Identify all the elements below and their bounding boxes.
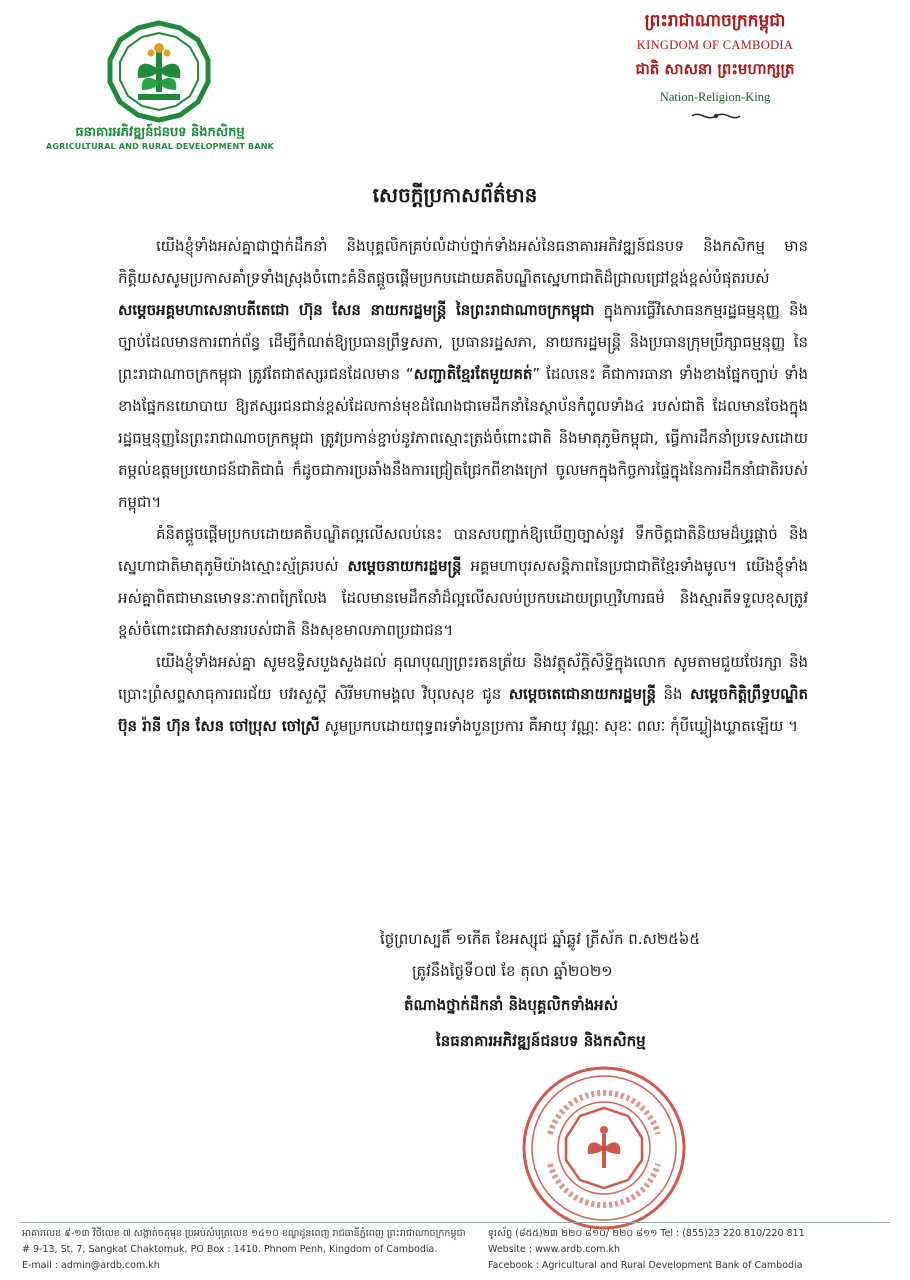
- kingdom-khmer: ព្រះរាជាណាចក្រកម្ពុជា: [644, 11, 786, 31]
- document-body: [118, 230, 808, 742]
- document-title: សេចក្ដីប្រកាសព័ត៌មាន: [372, 183, 538, 207]
- date-solar: ត្រូវនឹងថ្ងៃទី០៧ ខែ តុលា ឆ្នាំ២០២១: [412, 962, 613, 980]
- date-lunar: ថ្ងៃព្រហស្បតិ៍ ១កើត ខែអស្សុជ ឆ្នាំឆ្លូវ ត្រីស័ក ព.ស២៥៦៥: [380, 930, 701, 948]
- signer-line-1: តំណាងថ្នាក់ដឹកនាំ និងបុគ្គលិកទាំងអស់: [404, 996, 618, 1014]
- tacteng-ornament-icon: [690, 108, 742, 124]
- footer-right: [488, 1226, 898, 1274]
- bank-name-khmer: ធនាគារអភិវឌ្ឍន៍ជនបទ និងកសិកម្ម: [75, 125, 245, 140]
- text-span: និង: [656, 685, 690, 703]
- text-span: សូមប្រកបដោយពុទ្ធពរទាំងបួនប្រការ គឺអាយុ វណ្ណៈ សុខៈ ពលៈ កុំបីឃ្លៀងឃ្លាតឡើយ ។: [319, 717, 799, 735]
- facebook-text: Facebook : Agricultural and Rural Development Bank of Cambodia: [488, 1260, 803, 1271]
- bank-logo: [104, 20, 214, 124]
- motto-khmer: ជាតិ សាសនា ព្រះមហាក្សត្រ: [635, 60, 795, 78]
- address-english: # 9-13, St. 7, Sangkat Chaktomuk, PO Box : 1410. Phnom Penh, Kingdom of Cambodia.: [22, 1244, 438, 1255]
- bold-span: សម្ដេចតេជោនាយករដ្ឋមន្ត្រី: [508, 685, 657, 703]
- bank-name-english: AGRICULTURAL AND RURAL DEVELOPMENT BANK: [45, 142, 274, 151]
- text-span: ” ដែលនេះ គឺជាការធានា ទាំងខាងផ្នែកច្បាប់ ទាំងខាងផ្នែកនយោបាយ ឱ្យឥស្សរជនជាន់ខ្ពស់ដែលកាន់មុខដំណែងជាមេដឹកនាំនៃស្ថាប័នកំពូលទាំង៤ របស់ជាតិ ដែលមានចែងក្នុងរដ្ឋធម្មនុញ្ញនៃព្រះរាជាណាចក្រកម្ពុជា ត្រូវប្រកាន់ខ្ជាប់នូវភាពស្មោះត្រង់ចំពោះជាតិ និងមាតុភូមិកម្ពុជា, ធ្វើការដឹកនាំប្រទេសដោយតម្កល់ឧត្តមប្រយោជន៍ជាតិជាធំ ក៏ដូចជាការប្រឆាំងនឹងការជ្រៀតជ្រែកពីខាងក្រៅ ចូលមកក្នុងកិច្ចការផ្ទៃក្នុងនៃការដឹកនាំជាតិរបស់កម្ពុជា។: [118, 365, 808, 511]
- phone-text: ទូរស័ព្ទ (៨៥៥)២៣ ២២០ ៨១០/ ២២០ ៨១១ Tel : (855)23 220 810/220 811: [488, 1228, 805, 1239]
- bold-span: សម្ដេចនាយករដ្ឋមន្ត្រី: [347, 557, 462, 575]
- footer-divider: [20, 1222, 890, 1223]
- paragraph-2: [118, 518, 808, 646]
- bold-span: សម្ដេចអគ្គមហាសេនាបតីតេជោ ហ៊ុន សែន នាយករដ្ឋមន្ត្រី នៃព្រះរាជាណាចក្រកម្ពុជា: [118, 301, 595, 319]
- bold-span: សញ្ជាតិខ្មែរតែមួយគត់: [413, 365, 533, 383]
- footer-left: [22, 1226, 492, 1274]
- text-span: អគ្គមហាបុរសសន្តិភាពនៃប្រជាជាតិខ្មែរទាំងមូល។ យើងខ្ញុំទាំងអស់គ្នាពិតជាមានមោទនៈភាពក្រៃលែង ដែលមានមេដឹកនាំដ៏ល្អលើសលប់ប្រកបដោយព្រហ្មវិហារធម៌ និងស្មារតីទទួលខុសត្រូវខ្ពស់ចំពោះជោគវាសនារបស់ជាតិ និងសុខមាលភាពប្រជាជន។: [118, 557, 808, 639]
- text-span: ក្នុងការធ្វើវិសោធនកម្មរដ្ឋធម្មនុញ្ញ និងច្បាប់ដែលមានការពាក់ព័ន្ធ ដើម្បីកំណត់ឱ្យប្រធានព្រឹទ្ធសភា, ប្រធានរដ្ឋសភា, នាយករដ្ឋមន្ត្រី និងប្រធានក្រុមប្រឹក្សាធម្មនុញ្ញ នៃព្រះរាជាណាចក្រកម្ពុជា ត្រូវតែជាឥស្សរជនដែលមាន “: [118, 301, 808, 383]
- signer-line-2: នៃធនាគារអភិវឌ្ឍន៍ជនបទ និងកសិកម្ម: [436, 1032, 646, 1050]
- text-span: យើងខ្ញុំទាំងអស់គ្នា សូមឧទ្ទិសបួងសួងដល់ គុណបុណ្យព្រះរតនត្រ័យ និងវត្ថុស័ក្ដិសិទ្ធិក្នុងលោក សូមតាមជួយថែរក្សា និងប្រោះព្រំសព្ទសាធុការពរជ័យ បវរសួស្ដី សិរីមហាមង្គល វិបុលសុខ ជូន: [118, 653, 808, 703]
- official-seal-stamp: [520, 1064, 688, 1232]
- email-text: E-mail : admin@ardb.com.kh: [22, 1260, 160, 1271]
- paragraph-1: [118, 230, 808, 518]
- address-khmer: អាគារលេខ ៩-១៣ វិថីលេខ ៧ សង្កាត់ចតុមុខ ប្រអប់សំបុត្រលេខ ១៤១០ ខណ្ឌដូនពេញ រាជធានីភ្នំពេញ ព្រះរាជាណាចក្រកម្ពុជា: [22, 1228, 466, 1239]
- kingdom-english: KINGDOM OF CAMBODIA: [636, 38, 794, 52]
- paragraph-3: [118, 646, 808, 742]
- motto-english: Nation-Religion-King: [659, 90, 771, 104]
- website-text: Website : www.ardb.com.kh: [488, 1244, 621, 1255]
- bold-span: សម្ដេចកិត្តិព្រឹទ្ធបណ្ឌិត ប៊ុន រ៉ានី ហ៊ុន សែន ចៅប្រុស ចៅស្រី: [118, 685, 808, 735]
- text-span: យើងខ្ញុំទាំងអស់គ្នាជាថ្នាក់ដឹកនាំ និងបុគ្គលិកគ្រប់លំដាប់ថ្នាក់ទាំងអស់នៃធនាគារអភិវឌ្ឍន៍ជនបទ និងកសិកម្ម មានកិត្តិយសសូមប្រកាសគាំទ្រទាំងស្រុងចំពោះគំនិតផ្ដួចផ្ដើមប្រកបដោយគតិបណ្ឌិតស្នេហាជាតិដ៏ជ្រាលជ្រៅខ្ពង់ខ្ពស់បំផុតរបស់: [118, 237, 808, 287]
- text-span: គំនិតផ្ដួចផ្ដើមប្រកបដោយគតិបណ្ឌិតល្អលើសលប់នេះ បានសបញ្ជាក់ឱ្យឃើញច្បាស់នូវ ទឹកចិត្តជាតិនិយមដ៏ឫរ្ទផ្ដាច់ និងស្នេហាជាតិមាតុភូមិយ៉ាងស្មោះស្ម័គ្ររបស់: [118, 525, 808, 575]
